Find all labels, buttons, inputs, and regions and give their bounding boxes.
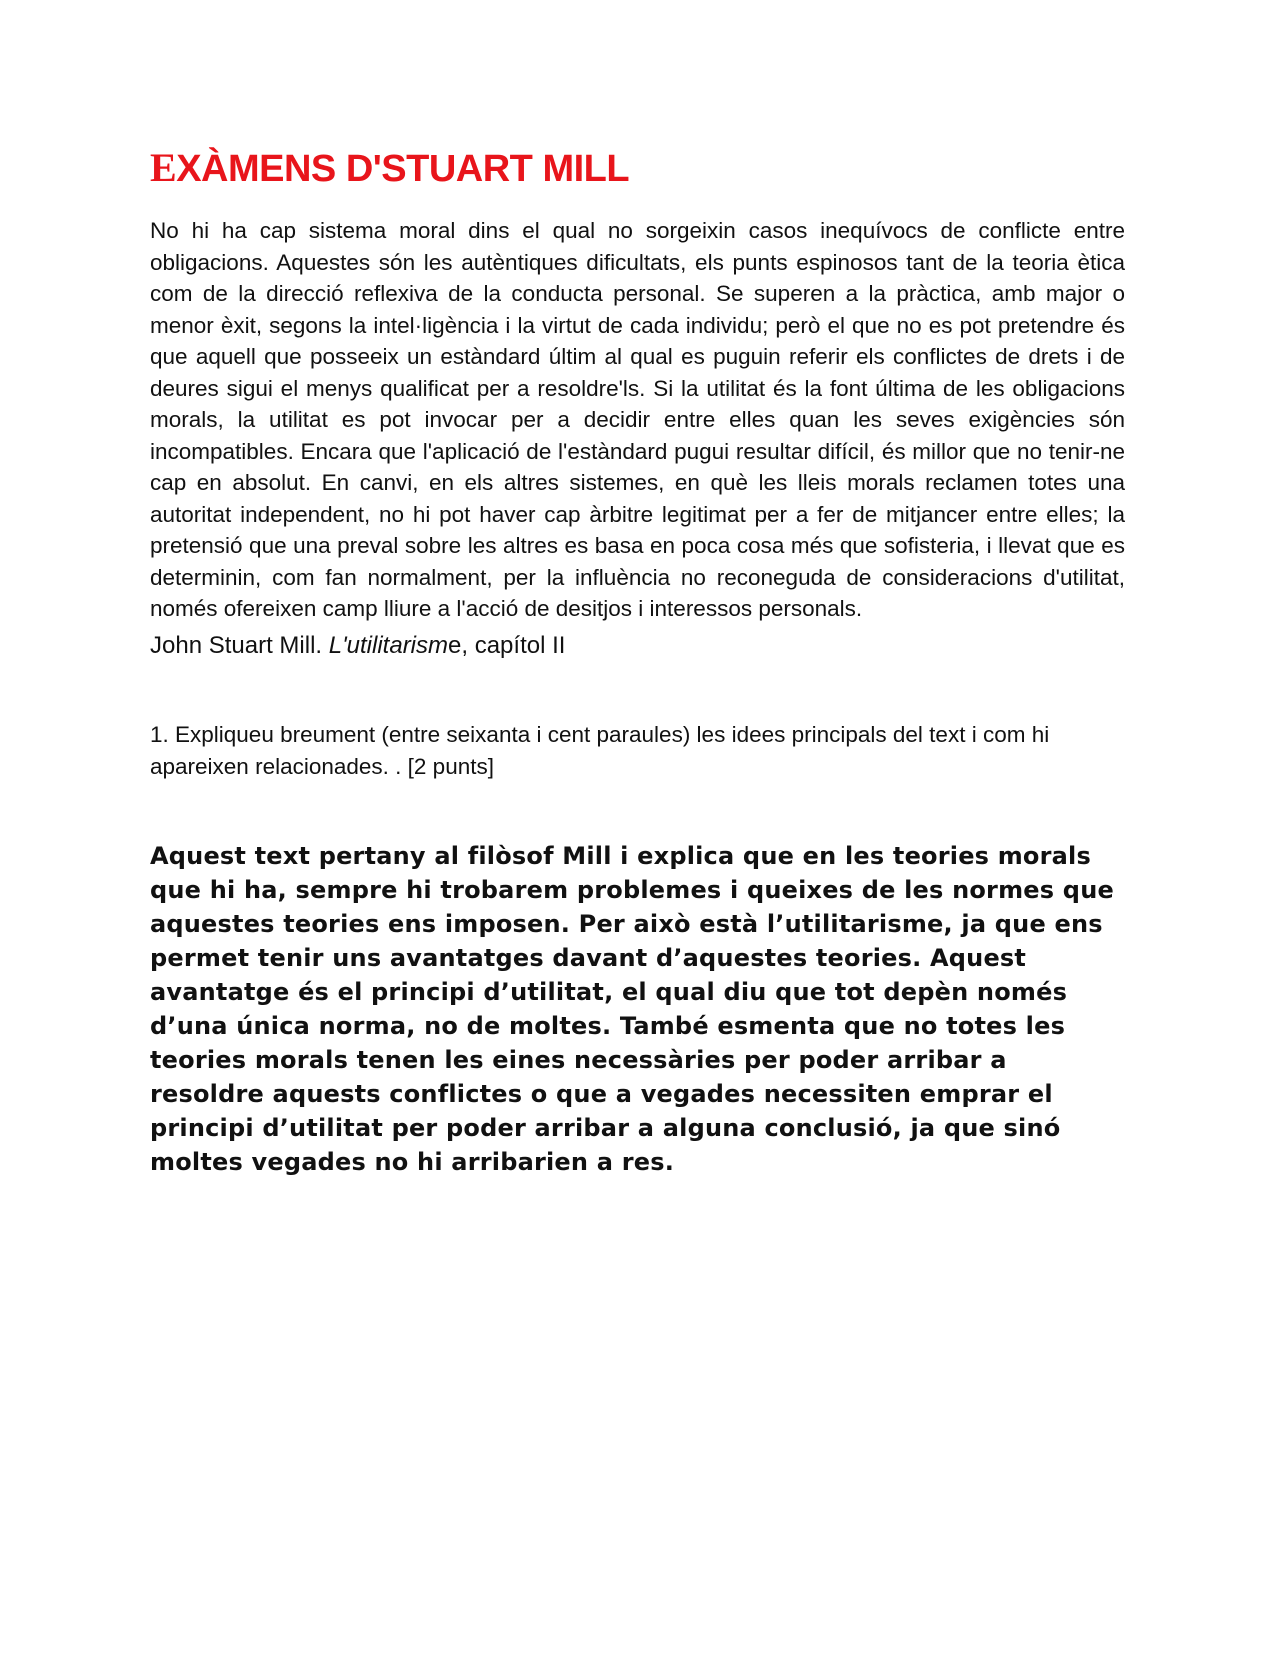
quote-paragraph: No hi ha cap sistema moral dins el qual no sorgeixin casos inequívocs de conflicte entre obligacions. Aquestes són les autèntiques dificultats, els punts espinosos tant de la teoria ètica com de la direcció reflexiva de la conducta personal. Se superen a la pràctica, amb major o menor èxit, segons la intel·ligència i la virtut de cada individu; però el que no es pot pretendre és que aquell que posseeix un estàndard últim al qual es puguin referir els conflictes de drets i de deures sigui el menys qualificat per a resoldre'ls. Si la utilitat és la font última de les obligacions morals, la utilitat es pot invocar per a decidir entre elles quan les seves exigències són incompatibles. Encara que l'aplicació de l'estàndard pugui resultar difícil, és millor que no tenir-ne cap en absolut. En canvi, en els altres sistemes, en què les lleis morals reclamen totes una autoritat independent, no hi pot haver cap àrbitre legitimat per a fer de mitjancer entre elles; la pretensió que una preval sobre les altres es basa en poca cosa més que sofisteria, i llevat que es determinin, com fan normalment, per la influència no reconeguda de consideracions d'utilitat, només ofereixen camp lliure a l'acció de desitjos i interessos personals.	[150, 218, 1125, 621]
quote-attribution	[150, 629, 1125, 663]
exam-question: 1. Expliqueu breument (entre seixanta i cent paraules) les idees principals del text i com hi apareixen relacionades. . [2 punts]	[150, 721, 1050, 779]
title-text: XÀMENS D'STUART MILL	[176, 148, 630, 190]
attribution-author: John Stuart Mill.	[150, 631, 329, 659]
student-answer: Aquest text pertany al filòsof Mill i explica que en les teories morals que hi ha, sempre hi trobarem problemes i queixes de les normes que aquestes teories ens imposen. Per això està l’utilitarisme, ja que ens permet tenir uns avantatges davant d’aquestes teories. Aquest avantatge és el principi d’utilitat, el qual diu que tot depèn només d’una única norma, no de moltes. També esmenta que no totes les teories morals tenen les eines necessàries per poder arribar a resoldre aquests conflictes o que a vegades necessiten emprar el principi d’utilitat per poder arribar a alguna conclusió, ja que sinó moltes vegades no hi arribarien a res.	[150, 841, 1114, 1176]
title-initial: E	[150, 145, 177, 190]
document-title	[150, 140, 1125, 197]
attribution-work-rest: e, capítol II	[448, 631, 566, 659]
document-page	[150, 140, 1125, 1179]
attribution-work-italic: L'utilitarism	[328, 631, 449, 659]
